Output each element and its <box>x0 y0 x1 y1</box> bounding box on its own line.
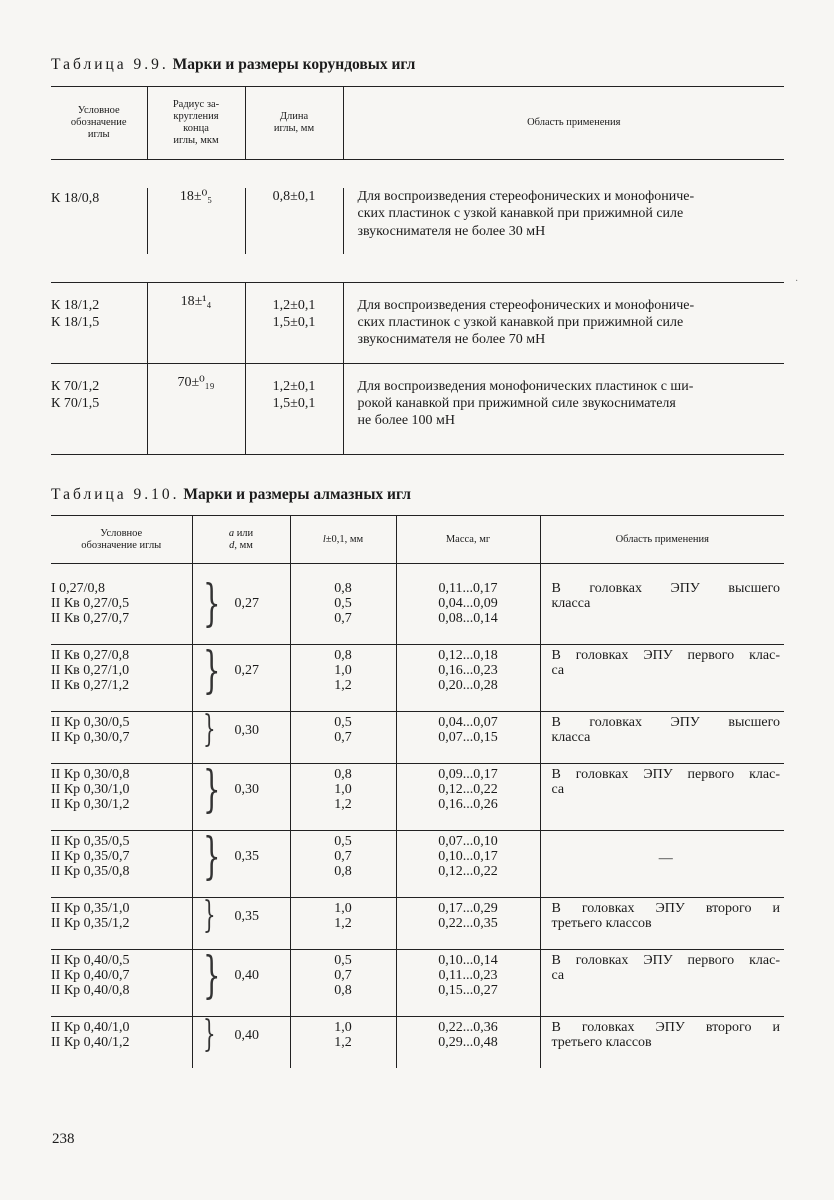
brace-icon: } <box>202 574 220 632</box>
application-cell: В головках ЭПУ первого клас- са <box>540 645 784 712</box>
header-application: Область применения <box>540 516 784 564</box>
designation-cell: II Кр 0,35/1,0 II Кр 0,35/1,2 <box>51 898 192 950</box>
table-row <box>51 764 784 831</box>
application-cell: В головках ЭПУ первого клас- са <box>540 950 784 1017</box>
a-or-d-value: 0,40 <box>234 1028 259 1043</box>
l-cell: 0,5 0,7 0,8 <box>290 950 396 1017</box>
table-9-10-title: Марки и размеры алмазных игл <box>183 486 411 503</box>
mass-cell: 0,17...0,29 0,22...0,35 <box>396 898 540 950</box>
table-9-9-caption <box>51 56 415 74</box>
designation-cell: II Кр 0,30/0,8 II Кр 0,30/1,0 II Кр 0,30/1,2 <box>51 764 192 831</box>
mass-cell: 0,22...0,36 0,29...0,48 <box>396 1017 540 1069</box>
table-row <box>51 898 784 950</box>
a-or-d-cell <box>192 1014 290 1069</box>
table-9-10-caption <box>51 486 411 504</box>
application-cell: В головках ЭПУ первого клас- са <box>540 764 784 831</box>
table-row <box>51 831 784 898</box>
mass-cell: 0,12...0,18 0,16...0,23 0,20...0,28 <box>396 645 540 712</box>
table-9-9-header <box>51 87 784 160</box>
header-designation: Условное обозначение иглы <box>51 87 147 160</box>
mass-cell: 0,07...0,10 0,10...0,17 0,12...0,22 <box>396 831 540 898</box>
application-cell: — <box>540 831 784 898</box>
table-row: К 18/0,8 18±⁰₅ 0,8±0,1 Для воспроизведения стереофонических и монофониче- ских пластинок с узкой канавкой при прижимной силе звукоснимателя не более 30 мН <box>51 188 784 254</box>
application-cell: В головках ЭПУ второго и третьего классов <box>540 898 784 950</box>
header-radius: Радиус за- кругления конца иглы, мкм <box>147 87 245 160</box>
table-9-9-label: Таблица 9.9. <box>51 56 169 73</box>
brace-icon: } <box>202 895 216 936</box>
l-cell: 0,5 0,7 0,8 <box>290 831 396 898</box>
a-or-d-cell <box>192 827 290 898</box>
header-designation: Условное обозначение иглы <box>51 516 192 564</box>
table-row <box>51 578 784 645</box>
table-row <box>51 712 784 764</box>
table-9-10-header <box>51 516 784 564</box>
a-or-d-cell <box>192 946 290 1017</box>
table-row <box>51 645 784 712</box>
table-row <box>51 1017 784 1069</box>
brace-icon: } <box>202 946 220 1004</box>
application-cell: В головках ЭПУ высшего класса <box>540 578 784 645</box>
page-number: 238 <box>52 1131 75 1147</box>
table-row: К 18/1,2 К 18/1,5 18±¹₄ 1,2±0,1 1,5±0,1 Для воспроизведения стереофонических и монофониче- ских пластинок с узкой канавкой при прижимной силе звукоснимателя не более 70 мН <box>51 282 784 363</box>
mass-cell: 0,09...0,17 0,12...0,22 0,16...0,26 <box>396 764 540 831</box>
brace-icon: } <box>202 1014 216 1055</box>
header-l: l±0,1, мм <box>290 516 396 564</box>
l-cell: 0,8 0,5 0,7 <box>290 578 396 645</box>
designation-cell: I 0,27/0,8 II Кв 0,27/0,5 II Кв 0,27/0,7 <box>51 581 130 626</box>
designation-cell: II Кр 0,40/1,0 II Кр 0,40/1,2 <box>51 1017 192 1069</box>
designation-cell: II Кр 0,35/0,5 II Кр 0,35/0,7 II Кр 0,35/0,8 <box>51 831 192 898</box>
a-or-d-value: 0,35 <box>234 909 259 924</box>
a-or-d-value: 0,27 <box>234 663 259 678</box>
header-mass: Масса, мг <box>396 516 540 564</box>
table-9-9-title: Марки и размеры корундовых игл <box>172 56 416 73</box>
l-cell: 0,8 1,0 1,2 <box>290 645 396 712</box>
a-or-d-cell <box>192 760 290 831</box>
a-or-d-cell <box>192 709 290 764</box>
header-length: Длина иглы, мм <box>245 87 343 160</box>
l-cell: 0,5 0,7 <box>290 712 396 764</box>
l-cell: 0,8 1,0 1,2 <box>290 764 396 831</box>
designation-cell: II Кр 0,40/0,5 II Кр 0,40/0,7 II Кр 0,40/0,8 <box>51 950 192 1017</box>
a-or-d-value: 0,30 <box>234 782 259 797</box>
brace-icon: } <box>202 760 220 818</box>
application-cell: В головках ЭПУ высшего класса <box>540 712 784 764</box>
a-or-d-value: 0,35 <box>234 849 259 864</box>
designation-cell: II Кв 0,27/0,8 II Кв 0,27/1,0 II Кв 0,27/1,2 <box>51 645 192 712</box>
l-cell: 1,0 1,2 <box>290 1017 396 1069</box>
brace-icon: } <box>202 709 216 750</box>
mass-cell: 0,11...0,17 0,04...0,09 0,08...0,14 <box>396 578 540 645</box>
table-9-10 <box>51 515 784 1068</box>
application-cell: В головках ЭПУ второго и третьего классов <box>540 1017 784 1069</box>
mass-cell: 0,04...0,07 0,07...0,15 <box>396 712 540 764</box>
a-or-d-value: 0,27 <box>234 596 259 611</box>
brace-icon: } <box>202 827 220 885</box>
a-or-d-cell <box>192 895 290 950</box>
table-9-10-label: Таблица 9.10. <box>51 486 180 503</box>
table-row <box>51 950 784 1017</box>
table-row: К 70/1,2 К 70/1,5 70±⁰₁₉ 1,2±0,1 1,5±0,1 Для воспроизведения монофонических пластинок с ши- рокой канавкой при прижимной силе звукоснимателя не более 100 мН <box>51 363 784 454</box>
designation-cell: II Кр 0,30/0,5 II Кр 0,30/0,7 <box>51 712 192 764</box>
stray-dot: · <box>795 276 799 287</box>
mass-cell: 0,10...0,14 0,11...0,23 0,15...0,27 <box>396 950 540 1017</box>
header-a-or-d: a или d, мм <box>192 516 290 564</box>
a-or-d-value: 0,40 <box>234 968 259 983</box>
header-application: Область применения <box>343 87 784 160</box>
a-or-d-value: 0,30 <box>234 723 259 738</box>
a-or-d-cell <box>192 574 290 645</box>
brace-icon: } <box>202 641 220 699</box>
table-9-9 <box>51 86 784 455</box>
l-cell: 1,0 1,2 <box>290 898 396 950</box>
a-or-d-cell <box>192 641 290 712</box>
